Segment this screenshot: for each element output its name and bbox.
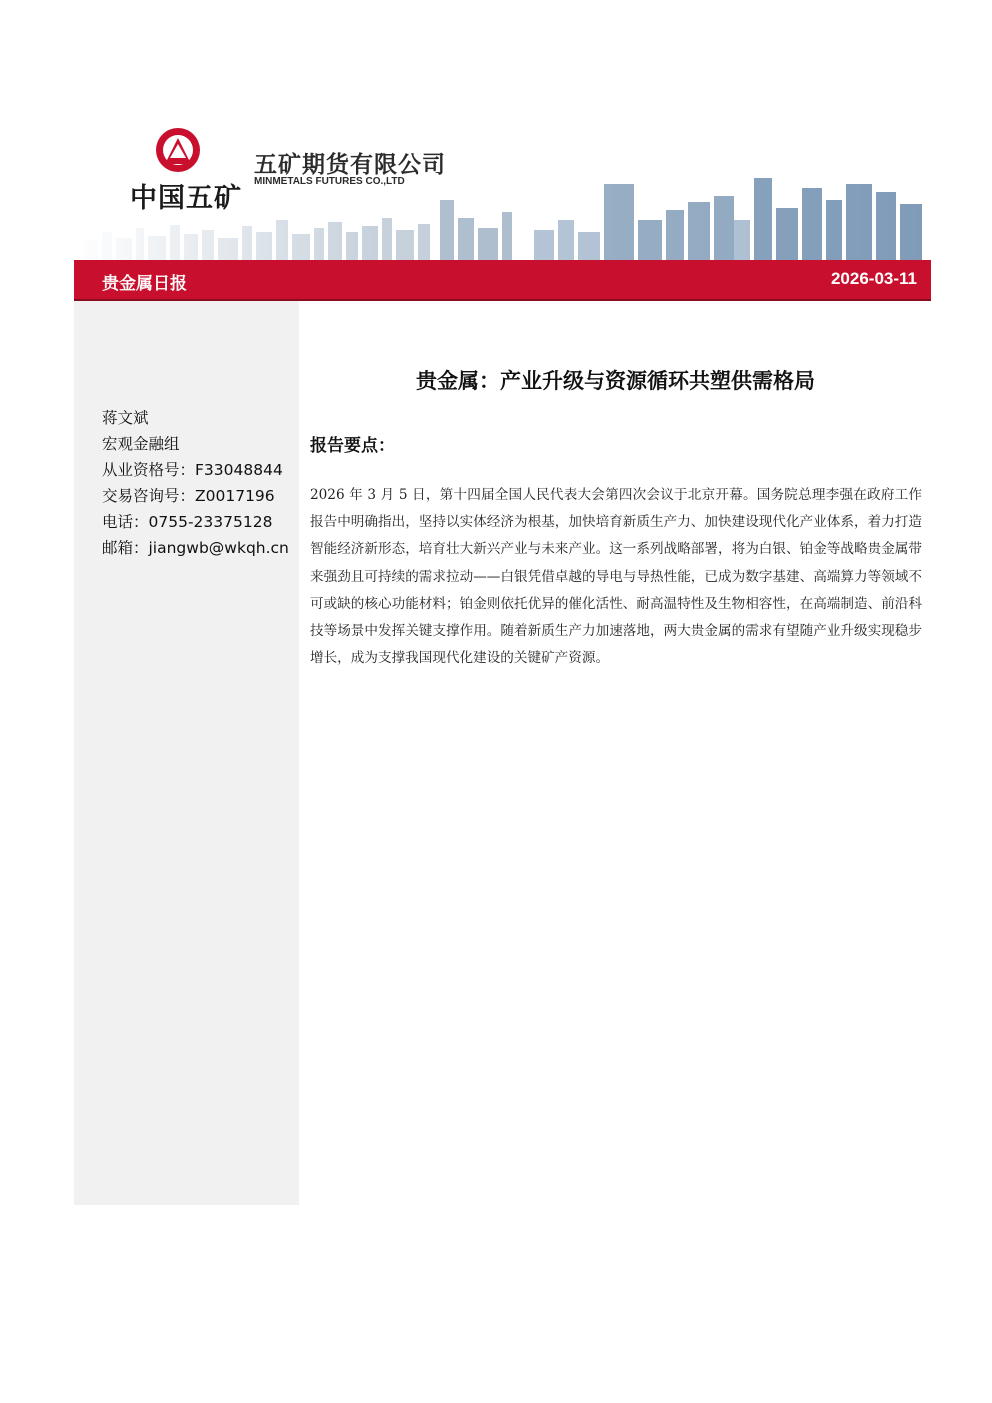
analyst-sidebar bbox=[74, 301, 299, 1205]
section-heading: 报告要点： bbox=[310, 436, 395, 456]
analyst-group: 宏观金融组 bbox=[102, 435, 180, 453]
phone-number: 电话：0755-23375128 bbox=[102, 513, 273, 531]
report-title: 贵金属：产业升级与资源循环共塑供需格局 bbox=[416, 369, 815, 393]
analyst-name: 蒋文斌 bbox=[102, 409, 149, 427]
consulting-number: 交易咨询号：Z0017196 bbox=[102, 487, 275, 505]
minmetals-emblem-icon bbox=[154, 126, 202, 174]
company-name-cn: 五矿期货有限公司 bbox=[254, 152, 446, 178]
report-banner bbox=[74, 260, 931, 301]
report-header bbox=[74, 100, 931, 260]
summary-paragraph: 2026 年 3 月 5 日，第十四届全国人民代表大会第四次会议于北京开幕。国务院总理李强在政府工作报告中明确指出，坚持以实体经济为根基，加快培育新质生产力、加快建设现代化产业体系，着力打造智能经济新形态，培育壮大新兴产业与未来产业。这一系列战略部署，将为白银、铂金等战略贵金属带来强劲且可持续的需求拉动——白银凭借卓越的导电与导热性能，已成为数字基建、高端算力等领域不可或缺的核心功能材料；铂金则依托优异的催化活性、耐高温特性及生物相容性，在高端制造、前沿科技等场景中发挥关键支撑作用。随着新质生产力加速落地，两大贵金属的需求有望随产业升级实现稳步增长，成为支撑我国现代化建设的关键矿产资源。 bbox=[310, 487, 922, 667]
report-type: 贵金属日报 bbox=[102, 274, 187, 294]
report-date: 2026-03-11 bbox=[830, 269, 917, 288]
company-name-en: MINMETALS FUTURES CO.,LTD bbox=[254, 176, 405, 187]
email-address[interactable]: 邮箱：jiangwb@wkqh.cn bbox=[102, 539, 289, 557]
qualification-number: 从业资格号：F33048844 bbox=[102, 461, 283, 479]
china-minmetals-logo-text: 中国五矿 bbox=[130, 183, 242, 214]
